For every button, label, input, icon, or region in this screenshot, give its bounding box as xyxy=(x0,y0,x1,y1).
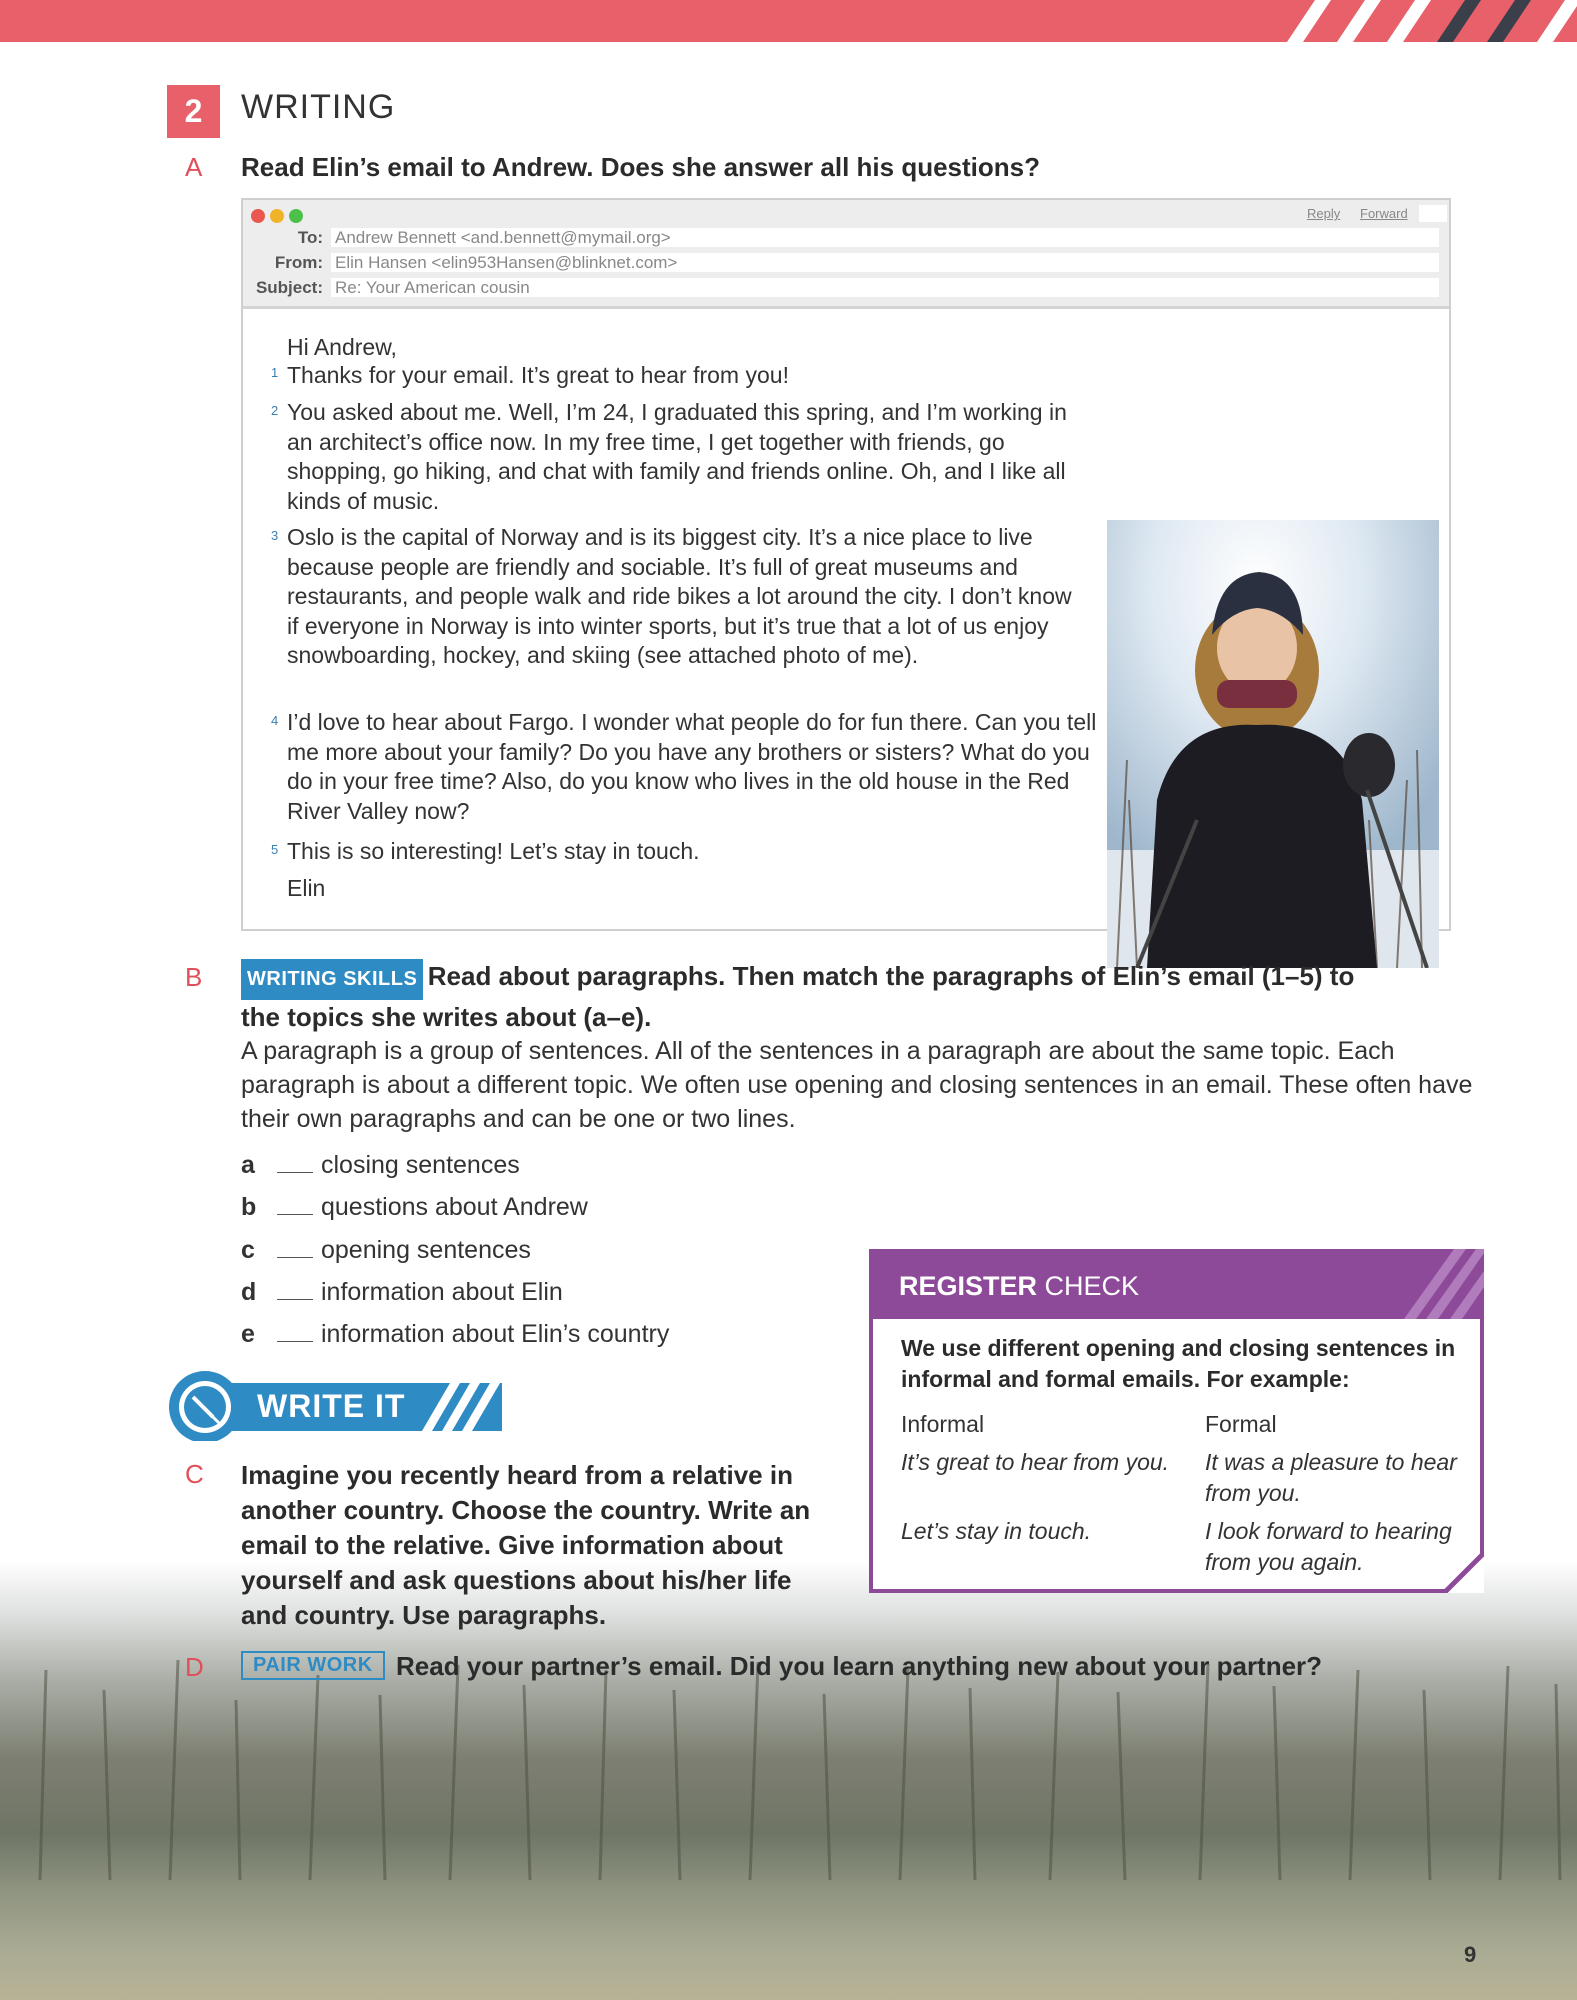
trees-illustration xyxy=(0,1650,1577,1880)
formal-label: Formal xyxy=(1205,1411,1277,1437)
topic-letter: e xyxy=(241,1320,255,1348)
paragraph-number: 5 xyxy=(271,842,279,857)
top-banner xyxy=(0,0,1577,42)
register-check-box xyxy=(869,1249,1484,1593)
email-header xyxy=(243,200,1449,309)
write-it-banner xyxy=(167,1371,507,1441)
question-c-text: Imagine you recently heard from a relative in another country. Choose the country. Write an email to the relative. Give information about yourself and ask questions about his/her life and country. Use paragraphs. xyxy=(241,1460,811,1630)
topic-letter: b xyxy=(241,1193,257,1221)
email-paragraph: I’d love to hear about Fargo. I wonder what people do for fun there. Can you tell me more about your family? Do you have any brothers or sisters? What do you do in your free time? Also, do you know who lives in the old house in the Red River Valley now? xyxy=(287,709,1097,824)
topic-text: information about Elin xyxy=(321,1278,563,1306)
page-number: 9 xyxy=(1464,1942,1477,1967)
attached-photo xyxy=(1107,520,1439,968)
to-label: To: xyxy=(297,228,323,247)
writing-skills-badge: WRITING SKILLS xyxy=(241,959,423,1000)
forward-link[interactable]: Forward xyxy=(1360,206,1408,221)
answer-blank[interactable] xyxy=(277,1277,313,1300)
topic-text: closing sentences xyxy=(321,1151,520,1179)
subject-field: Re: Your American cousin xyxy=(331,278,1439,297)
topic-letter: a xyxy=(241,1151,255,1179)
skier-photo xyxy=(1107,520,1439,968)
to-field: Andrew Bennett <and.bennett@mymail.org> xyxy=(331,228,1439,247)
pair-work-badge-wrap xyxy=(241,1651,385,1680)
question-a-text: Read Elin’s email to Andrew. Does she answer all his questions? xyxy=(241,152,1040,182)
register-check-title xyxy=(899,1271,1139,1302)
register-check-header xyxy=(869,1249,1484,1319)
answer-blank[interactable] xyxy=(277,1319,313,1342)
topic-letter: c xyxy=(241,1236,255,1264)
question-d-text: Read your partner’s email. Did you learn anything new about your partner? xyxy=(396,1651,1323,1681)
write-it-label: WRITE IT xyxy=(257,1388,406,1424)
formal-example: I look forward to hearing from you again. xyxy=(1205,1518,1452,1575)
topic-letter: d xyxy=(241,1278,257,1306)
reply-link[interactable]: Reply xyxy=(1307,206,1341,221)
register-stripes xyxy=(1394,1249,1484,1319)
paragraph-number: 3 xyxy=(271,528,279,543)
register-check-content xyxy=(869,1319,1484,1593)
email-greeting: Hi Andrew, xyxy=(287,334,397,360)
informal-label: Informal xyxy=(901,1411,985,1437)
register-intro: We use different opening and closing sentences in informal and formal emails. For example: xyxy=(901,1335,1456,1392)
topic-item xyxy=(241,1277,801,1307)
email-paragraph: You asked about me. Well, I’m 24, I graduated this spring, and I’m working in an architect’s office now. In my free time, I get together with friends, go shopping, go hiking, and chat with family and friends online. Oh, and I like all kinds of music. xyxy=(287,399,1067,514)
question-b-text: Read about paragraphs. Then match the paragraphs of Elin’s email (1–5) to the topics she writes about (a–e). xyxy=(241,961,1355,1032)
close-dot-icon xyxy=(251,209,265,223)
topic-text: opening sentences xyxy=(321,1236,531,1264)
from-label: From: xyxy=(274,253,323,272)
informal-example: It’s great to hear from you. xyxy=(901,1449,1170,1475)
formal-example: It was a pleasure to hear from you. xyxy=(1205,1449,1457,1506)
email-paragraph: Thanks for your email. It’s great to hear from you! xyxy=(287,362,789,388)
topic-item xyxy=(241,1192,801,1222)
from-field: Elin Hansen <elin953Hansen@blinknet.com> xyxy=(331,253,1439,272)
topic-text: questions about Andrew xyxy=(321,1193,588,1221)
paragraph-number: 4 xyxy=(271,713,279,728)
paragraph-explanation: A paragraph is a group of sentences. All of the sentences in a paragraph are about the same topic. Each paragraph is about a different topic. We often use opening and closing sentences in an email. These often have their own paragraphs and can be one or two lines. xyxy=(241,1037,1473,1133)
topic-item xyxy=(241,1235,801,1265)
question-a-letter: A xyxy=(185,152,203,182)
answer-blank[interactable] xyxy=(277,1192,313,1215)
answer-blank[interactable] xyxy=(277,1235,313,1258)
question-c-letter: C xyxy=(185,1459,204,1489)
maximize-dot-icon xyxy=(289,209,303,223)
question-b xyxy=(241,959,1381,1039)
paragraph-number: 1 xyxy=(271,365,279,380)
topic-item xyxy=(241,1150,801,1180)
register-title-bold: REGISTER xyxy=(899,1271,1038,1301)
email-window xyxy=(241,198,1451,931)
question-b-letter: B xyxy=(185,962,203,992)
paragraph-number: 2 xyxy=(271,403,279,418)
minimize-dot-icon xyxy=(270,209,284,223)
answer-blank[interactable] xyxy=(277,1150,313,1173)
email-paragraph: Oslo is the capital of Norway and is its biggest city. It’s a nice place to live because people are friendly and sociable. It’s full of great museums and restaurants, and people walk and ride bikes a lot around the city. I don’t know if everyone in Norway is into winter sports, but it’s true that a lot of us enjoy snowboarding, hockey, and skiing (see attached photo of me). xyxy=(287,524,1072,668)
corner-cut xyxy=(1444,1553,1484,1593)
subject-label: Subject: xyxy=(255,278,323,297)
register-title-rest: CHECK xyxy=(1037,1271,1140,1301)
pair-work-badge: PAIR WORK xyxy=(241,1651,385,1680)
topic-item xyxy=(241,1319,801,1349)
question-d-letter: D xyxy=(185,1652,204,1682)
email-signature: Elin xyxy=(287,875,326,901)
stripe-decoration xyxy=(1257,0,1577,42)
section-number: 2 xyxy=(167,85,220,138)
informal-example: Let’s stay in touch. xyxy=(901,1518,1092,1544)
section-title: WRITING xyxy=(241,88,396,126)
email-paragraph: This is so interesting! Let’s stay in touch. xyxy=(287,838,700,864)
header-blank-box xyxy=(1419,205,1447,222)
topic-text: information about Elin’s country xyxy=(321,1320,670,1348)
